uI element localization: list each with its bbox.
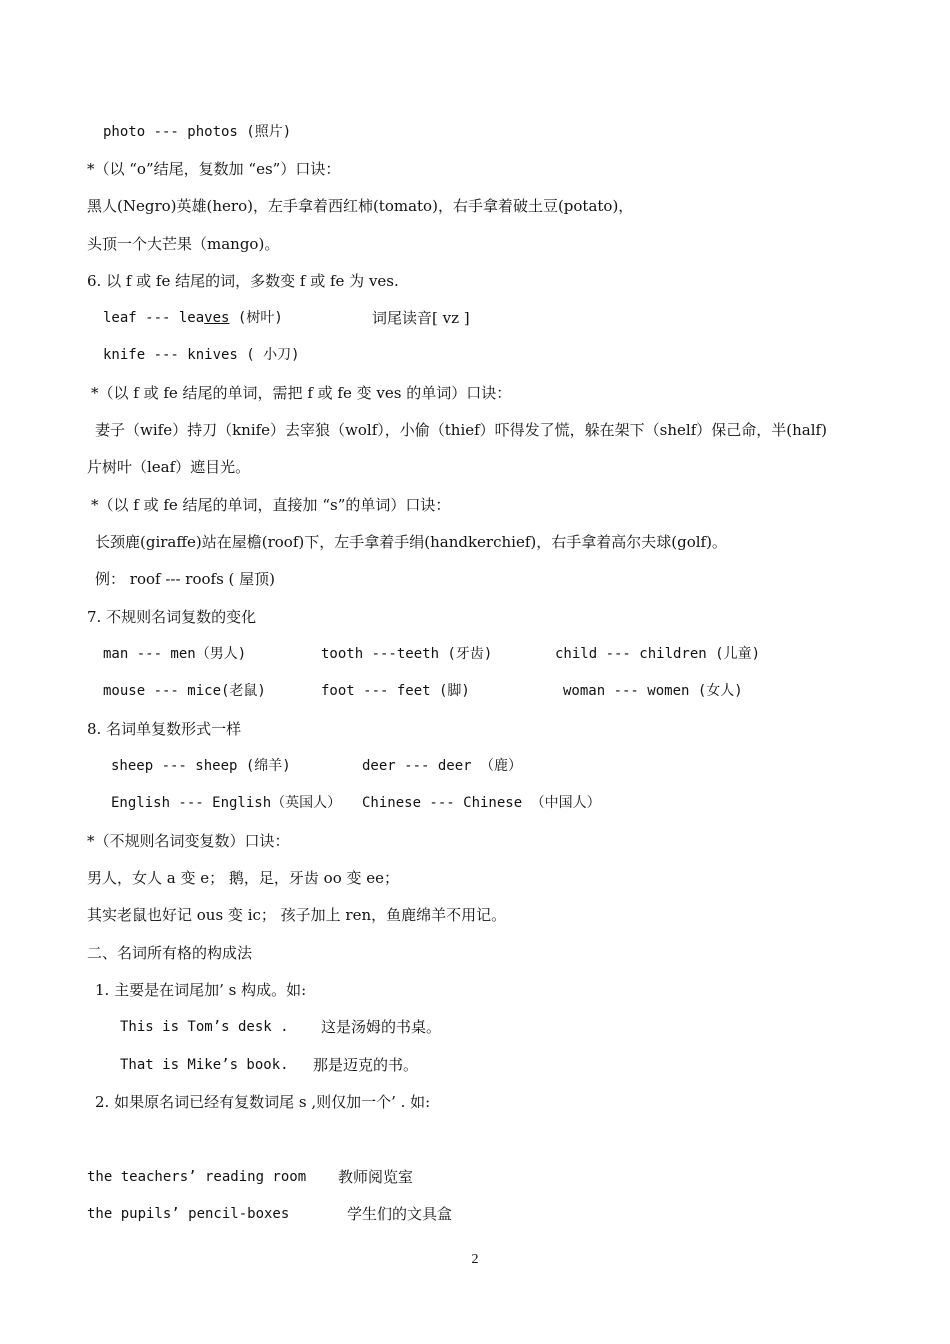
text-line (103, 308, 283, 328)
text-line: 片树叶（leaf）遮目光。 (87, 458, 251, 476)
text-line: woman --- women (女人) (563, 683, 743, 699)
text-line: 例： roof --- roofs ( 屋顶) (95, 570, 276, 588)
text-line: Chinese --- Chinese （中国人） (362, 795, 601, 811)
section-heading: 6. 以 f 或 fe 结尾的词，多数变 f 或 fe 为 ves. (87, 272, 399, 290)
text-line: foot --- feet (脚) (321, 683, 470, 699)
underlined-suffix: ves (204, 310, 230, 326)
text-line: 黑人(Negro)英雄(hero)，左手拿着西红柿(tomato)，右手拿着破土豆(potato)， (87, 197, 634, 215)
text-line: English --- English（英国人） (111, 795, 342, 811)
text-line: knife --- knives ( 小刀) (103, 347, 300, 363)
text-line: That is Mike’s book. (120, 1057, 289, 1073)
text-fragment: leaf --- lea (103, 310, 205, 326)
text-line: 教师阅览室 (338, 1168, 414, 1186)
text-line: sheep --- sheep (绵羊) (111, 758, 291, 774)
text-line: 1. 主要是在词尾加’ s 构成。如: (95, 981, 307, 999)
text-line: man --- men（男人) (103, 646, 247, 662)
text-line: *（不规则名词变复数）口诀： (87, 832, 290, 850)
text-line: 2. 如果原名词已经有复数词尾 s ,则仅加一个’ . 如: (95, 1093, 431, 1111)
page-number: 2 (471, 1252, 479, 1267)
text-line: 头顶一个大芒果（mango)。 (87, 235, 280, 253)
text-line: 那是迈克的书。 (313, 1056, 419, 1074)
section-heading: 8. 名词单复数形式一样 (87, 720, 242, 738)
text-line: *（以 f 或 fe 结尾的单词，直接加 “s”的单词）口诀： (91, 496, 451, 514)
text-line: *（以 f 或 fe 结尾的单词，需把 f 或 fe 变 ves 的单词）口诀： (91, 384, 512, 402)
text-line: 妻子（wife）持刀（knife）去宰狼（wolf），小偷（thief）吓得发了慌，躲在架下（shelf）保己命，半(half) (95, 421, 827, 439)
text-line: This is Tom’s desk . (120, 1019, 289, 1035)
text-line: the teachers’ reading room (87, 1169, 307, 1185)
section-heading: 7. 不规则名词复数的变化 (87, 608, 257, 626)
text-line: 长颈鹿(giraffe)站在屋檐(roof)下，左手拿着手绢(handkerchief)，右手拿着高尔夫球(golf)。 (95, 533, 727, 551)
text-line: 词尾读音[ vz ] (372, 309, 470, 327)
text-line: the pupils’ pencil-boxes (87, 1206, 290, 1222)
text-line: 其实老鼠也好记 ous 变 ic； 孩子加上 ren，鱼鹿绵羊不用记。 (87, 906, 507, 924)
text-fragment: (树叶) (237, 310, 283, 326)
text-line: deer --- deer （鹿） (362, 758, 523, 774)
text-line: *（以 “o”结尾，复数加 “es”）口诀： (87, 160, 341, 178)
text-line: child --- children (儿童) (555, 646, 761, 662)
text-line: mouse --- mice(老鼠) (103, 683, 266, 699)
text-line: 学生们的文具盒 (347, 1205, 453, 1223)
section-heading: 二、名词所有格的构成法 (87, 944, 253, 962)
text-line: 这是汤姆的书桌。 (321, 1018, 442, 1036)
text-line: photo --- photos (照片) (103, 124, 292, 140)
text-line: tooth ---teeth (牙齿) (321, 646, 493, 662)
text-line: 男人，女人 a 变 e； 鹅，足，牙齿 oo 变 ee； (87, 869, 400, 887)
